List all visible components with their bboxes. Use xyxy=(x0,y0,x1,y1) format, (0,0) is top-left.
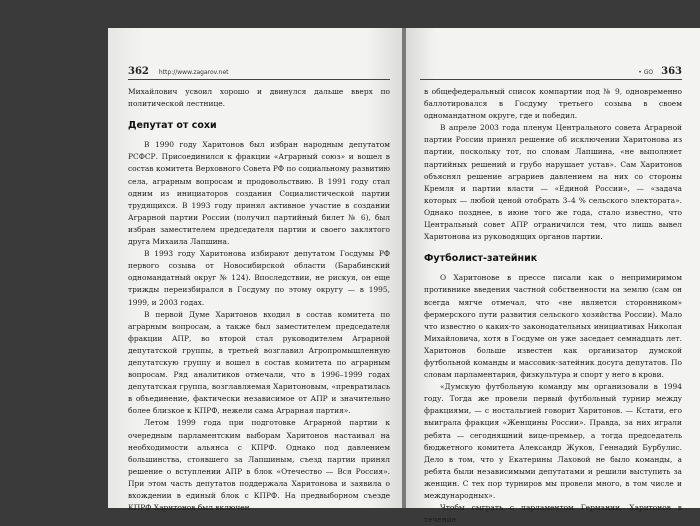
book-spread xyxy=(108,28,700,525)
header-rule xyxy=(128,79,390,80)
header-rule xyxy=(420,79,682,80)
paragraph: «Думскую футбольную команду мы организовали в 1994 году. Тогда же провели первый футбольный турнир между фракциями, — с ностальгией говорит Харитонов. — Кстати, его выиграла фракция «Женщины России». Правда, за них играли ребята — сегодняшний вице-премьер, а тогда председатель бюджетного комитета Александр Жуков, Геннадий Бурбулис. Дело в том, что у Екатерины Лаховой не было команды, а ребята были независимыми депутатами и решили выступить за женщин. С тех пор турниров мы провели много, в том числе и международных». xyxy=(424,382,682,500)
left-page-header xyxy=(128,66,390,77)
right-page-text xyxy=(424,86,682,526)
paragraph: В апреле 2003 года пленум Центрального совета Аграрной партии России принял решение об исключении Харитонова из партии, поскольку тот, по словам Лапшина, «не выполняет партийных решений и грубо нарушает устав». Сам Харитонов объяснял решение аграриев давлением на них со стороны Кремля и партии власти — «Единой России», — «задача которых — любой ценой отобрать 3–4 % сельского электората». Однако позднее, в июне того же года, стало известно, что Центральный совет АПР ограничился тем, что лишь вывел Харитонова из руководящих органов партии. xyxy=(424,123,682,242)
header-site: • GO xyxy=(638,69,654,76)
paragraph: О Харитонове в прессе писали как о непримиримом противнике введения частной собственности на землю (сам он всегда мягче отмечал, что «не является сторонником» фермерского пути развития сельского хозяйства России). Мало что известно о каких-то законодательных инициативах Николая Михайловича, хотя в Госдуме он уже заседает семнадцать лет. Харитонов больше известен как организатор думской футбольной команды и массовик-затейник досуга депутатов. По словам парламентария, физкультура и спорт у него в крови. xyxy=(424,273,682,380)
section-heading: Депутат от сохи xyxy=(128,120,217,132)
right-page xyxy=(406,28,700,525)
paragraph: Михайлович усвоил хорошо и двинулся дальше вверх по политической лестнице. xyxy=(128,87,390,109)
paragraph: Чтобы сыграть с парламентом Германии, Харитонов в течение xyxy=(424,503,682,525)
paragraph: В 1990 году Харитонов был избран народным депутатом РСФСР. Присоединился к фракции «Аграрный союз» и вошел в состав комитета Верховного Совета РФ по социальному развитию села, аграрным вопросам и продовольствию. В 1991 году стал одним из инициаторов создания Социалистической партии трудящихся. В 1993 году принял активное участие в создании Аграрной партии России (получил партийный билет № 6), был избран заместителем председателя партии и своего заклятого друга Михаила Лапшина. xyxy=(128,140,390,247)
header-url: http://www.zagarov.net xyxy=(158,69,229,76)
page-number: 363 xyxy=(661,66,682,77)
left-page-text xyxy=(128,86,390,514)
right-page-header xyxy=(420,66,682,77)
section-heading: Футболист-затейник xyxy=(424,253,538,265)
paragraph: В 1993 году Харитонова избирают депутатом Госдумы РФ первого созыва от Новосибирской области (Барабинский одномандатный округ № 124). Впоследствии, не рискуя, он еще трижды переизбирался в Госдуму по этому округу — в 1995, 1999, и 2003 годах. xyxy=(128,249,390,307)
paragraph: Летом 1999 года при подготовке Аграрной партии к очередным парламентским выборам Харитонов настаивал на необходимости альянса с КПРФ. Однако под давлением большинства, стоявшего за Лапшиным, съезд партии принял решение о вступлении АПР в блок «Отечество — Вся Россия». При этом часть депутатов поддержала Харитонова и заявила о вхождении в единый блок с КПРФ. На предвыборном съезде КПРФ Харитонов был включен xyxy=(128,418,390,513)
page-number: 362 xyxy=(128,66,149,77)
paragraph: в общефедеральный список компартии под № 9, одновременно баллотировался в Госдуму третьего созыва в своем одномандатном округе, где и победил. xyxy=(424,87,682,121)
paragraph: В первой Думе Харитонов входил в состав комитета по аграрным вопросам, а также был заместителем председателя фракции АПР, во второй стал руководителем Аграрной депутатской группы, в третьей возглавил Агропромышленную депутатскую группу и вошел в состав комитета по аграрным вопросам. Ряд аналитиков отмечали, что в 1996–1999 годах депутатская группа, возглавляемая Харитоновым, «превратилась в объединение, фактически независимое от АПР и значительно более близкое к КПРФ, нежели сама Аграрная партия». xyxy=(128,309,390,416)
left-page xyxy=(108,28,402,513)
